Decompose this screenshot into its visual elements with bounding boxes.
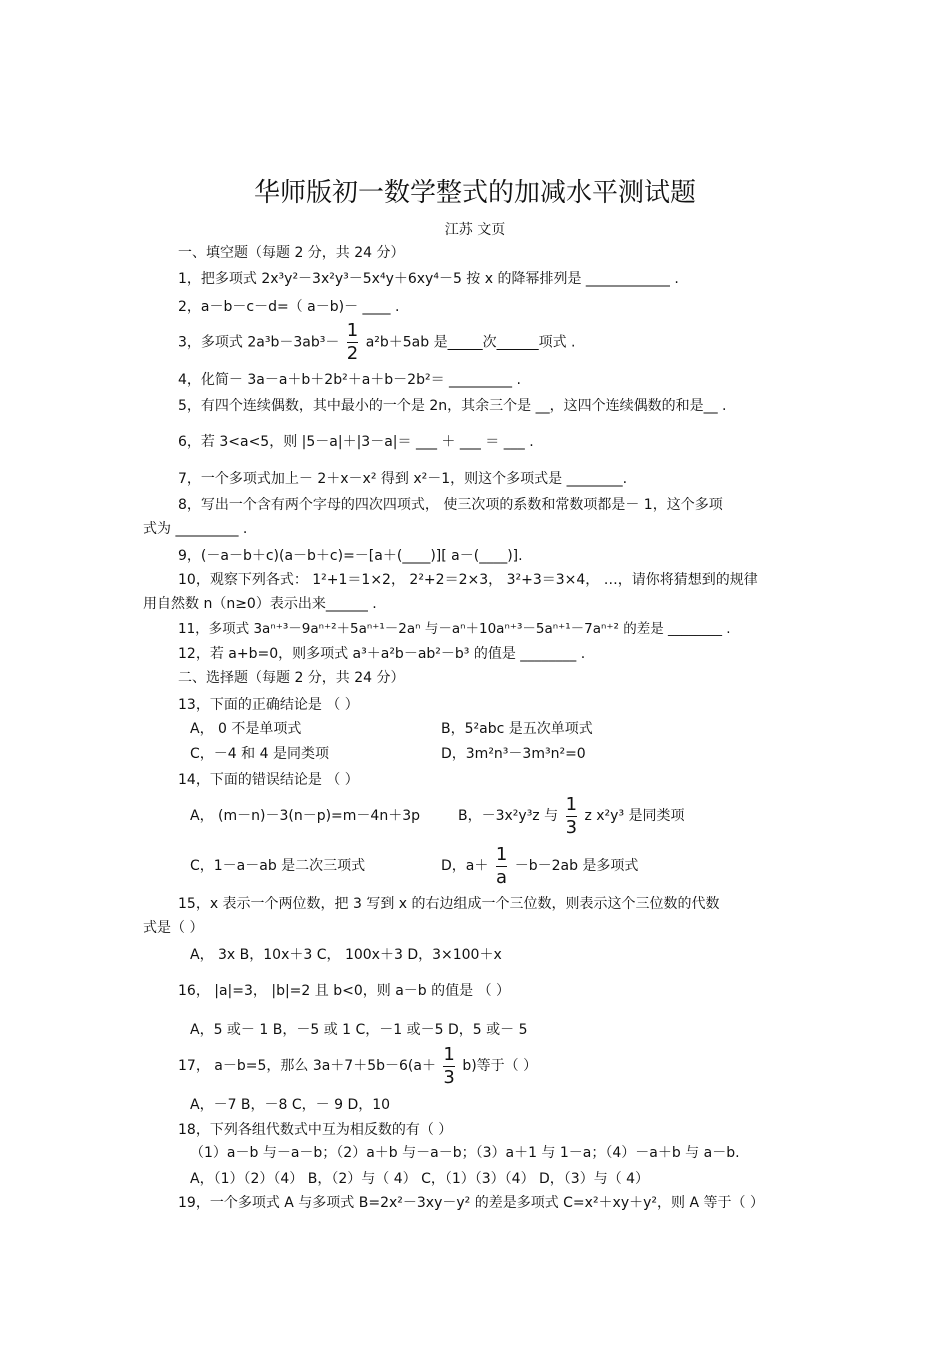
section-choice-heading: 二、选择题（每题 2 分，共 24 分） [178, 670, 405, 686]
question-14-option-b-part-a: B，－3x²y³z 与 [458, 808, 559, 824]
question-16: 16， |a|=3， |b|=2 且 b<0，则 a－b 的值是 （ ） [178, 983, 511, 999]
page-title: 华师版初一数学整式的加减水平测试题 [253, 178, 696, 208]
fraction-one-third [565, 793, 578, 838]
question-13-option-b: B，5²abc 是五次单项式 [441, 721, 593, 737]
question-17 [178, 1043, 537, 1089]
question-14-option-a: A， (m－n)－3(n－p)=m－4n＋3p [190, 808, 420, 824]
fraction-one-third [443, 1043, 455, 1088]
question-12: 12，若 a+b=0，则多项式 a³＋a²b－ab²－b³ 的值是 ________ . [178, 646, 586, 662]
fraction-denominator: 2 [346, 343, 359, 364]
question-18: 18，下列各组代数式中互为相反数的有（ ） [178, 1122, 453, 1138]
question-2: 2，a－b－c－d=（ a－b)－ ____ . [178, 299, 400, 315]
question-17-part-a: 17， a－b=5，那么 3a＋7＋5b－6(a＋ [178, 1058, 436, 1074]
question-6: 6，若 3<a<5，则 |5－a|＋|3－a|＝ ___ ＋ ___ ＝ ___ . [178, 434, 534, 450]
question-11: 11，多项式 3aⁿ⁺³－9aⁿ⁺²＋5aⁿ⁺¹－2aⁿ 与－aⁿ＋10aⁿ⁺³－5aⁿ⁺¹－7aⁿ⁺² 的差是 ________ . [178, 621, 731, 637]
fraction-one-over-a [495, 843, 508, 888]
question-7: 7，一个多项式加上－ 2＋x－x² 得到 x²－1，则这个多项式是 ________. [178, 471, 628, 487]
question-15-line-2: 式是（ ） [143, 920, 204, 936]
question-10-line-1: 10，观察下列各式： 1²+1＝1×2， 2²+2＝2×3， 3²+3＝3×4， …，请你将猜想到的规律 [178, 572, 758, 588]
question-13-option-a: A， 0 不是单项式 [190, 721, 302, 737]
question-3-part-a: 3，多项式 2a³b－3ab³－ [178, 334, 340, 351]
question-15-options: A， 3x B，10x＋3 C， 100x＋3 D，3×100＋x [190, 947, 502, 963]
question-14-option-c: C，1－a－ab 是二次三项式 [190, 858, 366, 874]
question-13: 13，下面的正确结论是 （ ） [178, 697, 359, 713]
question-19: 19，一个多项式 A 与多项式 B=2x²－3xy－y² 的差是多项式 C=x²＋xy＋y²，则 A 等于（ ） [178, 1195, 764, 1211]
question-4: 4，化简－ 3a－a＋b＋2b²＋a＋b－2b²＝ _________ . [178, 372, 521, 388]
author-line: 江苏 文页 [444, 222, 506, 238]
question-18-items: （1）a－b 与－a－b；（2）a＋b 与－a－b；（3）a＋1 与 1－a；（4）－a＋b 与 a－b. [190, 1145, 740, 1161]
fraction-numerator: 1 [443, 1043, 455, 1065]
fraction-numerator: 1 [565, 793, 578, 815]
question-9: 9，(－a－b＋c)(a－b＋c)=－[a＋(____)][ a－(____)]. [178, 548, 523, 564]
section-fill-in-heading: 一、填空题（每题 2 分，共 24 分） [178, 245, 405, 261]
fraction-denominator: 3 [565, 816, 578, 838]
question-18-options: A，（1）（2）（4） B，（2）与（ 4） C，（1）（3）（4） D，（3）与（ 4） [190, 1171, 650, 1187]
fraction-numerator: 1 [346, 320, 359, 341]
question-14-option-d [441, 843, 638, 889]
question-8-line-1: 8，写出一个含有两个字母的四次四项式， 使三次项的系数和常数项都是－ 1，这个多项 [178, 497, 723, 513]
question-14-option-b [458, 793, 685, 839]
question-16-options: A，5 或－ 1 B，－5 或 1 C，－1 或－5 D，5 或－ 5 [190, 1022, 528, 1038]
question-10-line-2: 用自然数 n（n≥0）表示出来______ . [143, 596, 377, 612]
question-15-line-1: 15，x 表示一个两位数，把 3 写到 x 的右边组成一个三位数，则表示这个三位数的代数 [178, 896, 720, 912]
question-14: 14，下面的错误结论是 （ ） [178, 772, 359, 788]
question-14-option-d-part-a: D，a＋ [441, 858, 489, 874]
question-1: 1，把多项式 2x³y²－3x²y³－5x⁴y＋6xy⁴－5 按 x 的降幂排列是 ____________ . [178, 271, 679, 287]
fraction-numerator: 1 [495, 843, 508, 865]
question-13-option-c: C，－4 和 4 是同类项 [190, 746, 329, 762]
question-17-options: A，－7 B，－8 C，－ 9 D，10 [190, 1097, 391, 1113]
fraction-denominator: 3 [443, 1066, 455, 1088]
question-8-line-2: 式为 _________ . [143, 521, 248, 537]
question-17-part-b: b)等于（ ） [462, 1058, 538, 1074]
question-3-part-b: a²b＋5ab 是_____次______项式 . [365, 334, 576, 351]
question-5: 5，有四个连续偶数，其中最小的一个是 2n，其余三个是 __，这四个连续偶数的和是__ . [178, 398, 727, 414]
question-13-option-d: D，3m²n³－3m³n²=0 [441, 746, 586, 762]
question-14-option-d-part-b: －b－2ab 是多项式 [514, 858, 639, 874]
question-14-option-b-part-b: z x²y³ 是同类项 [584, 808, 685, 824]
fraction-one-half [347, 322, 358, 363]
question-3 [178, 322, 576, 363]
fraction-denominator: a [496, 866, 508, 888]
